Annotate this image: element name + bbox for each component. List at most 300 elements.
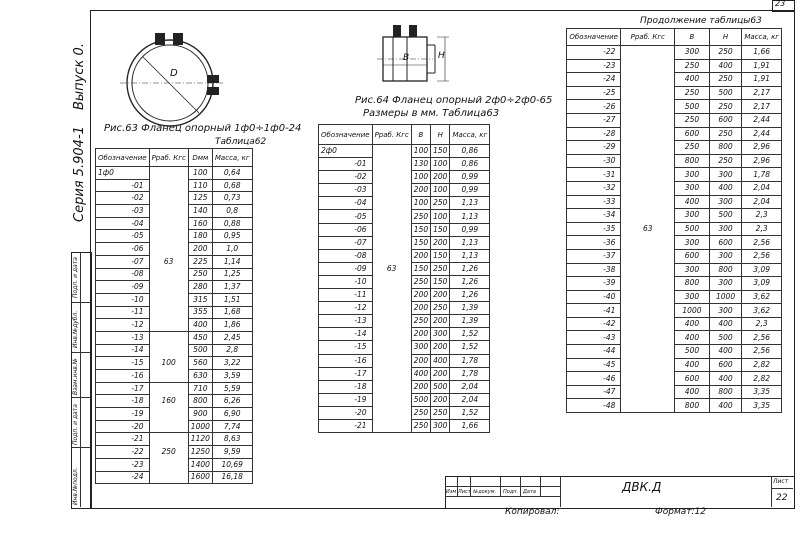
cell-des: -36 xyxy=(567,236,621,250)
table-row xyxy=(96,179,253,192)
cell-h: 400 xyxy=(709,317,741,331)
cell-mass: 9,59 xyxy=(212,446,252,459)
cell-d: 280 xyxy=(188,281,212,294)
cell-b: 250 xyxy=(411,210,430,223)
title-block-vline xyxy=(560,476,561,507)
table-row xyxy=(319,406,490,419)
table-row xyxy=(319,275,490,288)
col-pressure: Pраб. Кгс xyxy=(149,149,188,167)
cell-pressure xyxy=(621,345,675,359)
cell-des: -32 xyxy=(567,181,621,195)
cell-mass: 6,26 xyxy=(212,395,252,408)
cell-mass: 2,3 xyxy=(742,209,782,223)
cell-des: -06 xyxy=(319,223,373,236)
cell-b: 250 xyxy=(675,59,710,73)
cell-mass: 1,37 xyxy=(212,281,252,294)
cell-des: -47 xyxy=(567,385,621,399)
table-row xyxy=(96,331,253,344)
table-row xyxy=(567,181,782,195)
sheet-label: Лист xyxy=(773,478,789,485)
cell-pressure xyxy=(372,210,411,223)
cell-des: -04 xyxy=(319,197,373,210)
cell-des: -13 xyxy=(319,315,373,328)
cell-h: 200 xyxy=(431,315,450,328)
table-row xyxy=(96,243,253,256)
cell-des: -45 xyxy=(567,358,621,372)
stamp-col-sign: Подп. xyxy=(503,489,519,495)
table-row xyxy=(567,372,782,386)
title-block-hline xyxy=(445,496,560,497)
cell-mass: 1,78 xyxy=(450,354,490,367)
cell-mass: 0,88 xyxy=(212,217,252,230)
cell-d: 1120 xyxy=(188,433,212,446)
cell-mass: 0,95 xyxy=(212,230,252,243)
stamp-col-change: Изм xyxy=(446,489,457,495)
table-row xyxy=(96,217,253,230)
table-row xyxy=(567,59,782,73)
table63-cont-title: Продолжение таблицы63 xyxy=(640,16,762,26)
cell-pressure xyxy=(621,141,675,155)
cell-pressure xyxy=(621,263,675,277)
cell-b: 150 xyxy=(411,262,430,275)
table-row xyxy=(567,168,782,182)
cell-d: 1000 xyxy=(188,420,212,433)
cell-h: 400 xyxy=(709,372,741,386)
cell-pressure xyxy=(149,420,188,433)
cell-mass: 2,96 xyxy=(742,141,782,155)
cell-des: -39 xyxy=(567,277,621,291)
flange-rect-drawing xyxy=(375,15,465,100)
cell-des: -07 xyxy=(96,255,150,268)
cell-mass: 1,26 xyxy=(450,289,490,302)
pressure-group-160: 160 xyxy=(149,395,188,408)
cell-pressure xyxy=(149,458,188,471)
cell-d: 900 xyxy=(188,408,212,421)
table-row xyxy=(319,341,490,354)
cell-pressure xyxy=(621,372,675,386)
cell-b: 200 xyxy=(411,249,430,262)
cell-mass: 1,39 xyxy=(450,302,490,315)
series-label: Серия 5.904-1 xyxy=(72,126,87,222)
cell-mass: 3,62 xyxy=(742,304,782,318)
table-row xyxy=(96,446,253,459)
table-row xyxy=(96,306,253,319)
cell-h: 150 xyxy=(431,223,450,236)
table-row xyxy=(319,184,490,197)
cell-pressure xyxy=(621,59,675,73)
cell-h: 200 xyxy=(431,289,450,302)
cell-pressure xyxy=(372,171,411,184)
cell-d: 125 xyxy=(188,192,212,205)
cell-h: 800 xyxy=(709,141,741,155)
stamp-col-sheet: Лист xyxy=(458,489,471,495)
cell-pressure xyxy=(621,195,675,209)
cell-des: -33 xyxy=(567,195,621,209)
cell-des: -28 xyxy=(567,127,621,141)
cell-des: -01 xyxy=(96,179,150,192)
cell-des: -46 xyxy=(567,372,621,386)
cell-pressure xyxy=(372,367,411,380)
cell-b: 800 xyxy=(675,399,710,413)
cell-mass: 2,44 xyxy=(742,113,782,127)
cell-mass: 0,99 xyxy=(450,223,490,236)
cell-mass: 2,56 xyxy=(742,345,782,359)
cell-h: 500 xyxy=(709,331,741,345)
cell-pressure xyxy=(621,385,675,399)
cell-des: -09 xyxy=(319,262,373,275)
cell-h: 400 xyxy=(709,345,741,359)
table-row xyxy=(319,236,490,249)
cell-b: 600 xyxy=(675,249,710,263)
cell-d: 1600 xyxy=(188,471,212,484)
cell-pressure xyxy=(372,145,411,158)
cell-des: -02 xyxy=(96,192,150,205)
table-row xyxy=(319,393,490,406)
cell-pressure xyxy=(621,86,675,100)
cell-des: -24 xyxy=(567,73,621,87)
cell-pressure xyxy=(149,230,188,243)
table-row xyxy=(567,236,782,250)
cell-mass: 1,13 xyxy=(450,236,490,249)
cell-d: 315 xyxy=(188,293,212,306)
cell-des: -18 xyxy=(96,395,150,408)
cell-mass: 1,78 xyxy=(450,367,490,380)
cell-des: -31 xyxy=(567,168,621,182)
left-strip-label-4: Инв.№дубл. xyxy=(72,310,79,348)
cell-pressure xyxy=(621,113,675,127)
table-row xyxy=(319,145,490,158)
cell-des: -15 xyxy=(319,341,373,354)
cell-pressure xyxy=(149,344,188,357)
table-row xyxy=(96,255,253,268)
cell-h: 250 xyxy=(431,197,450,210)
cell-des: -21 xyxy=(96,433,150,446)
cell-h: 150 xyxy=(431,275,450,288)
cell-des: -44 xyxy=(567,345,621,359)
cell-d: 630 xyxy=(188,370,212,383)
cell-des: -22 xyxy=(96,446,150,459)
title-block-vline xyxy=(500,476,501,496)
cell-mass: 10,69 xyxy=(212,458,252,471)
cell-h: 300 xyxy=(431,419,450,432)
cell-b: 300 xyxy=(675,46,710,60)
table-row xyxy=(567,141,782,155)
cell-h: 250 xyxy=(709,46,741,60)
cell-b: 300 xyxy=(675,181,710,195)
cell-b: 250 xyxy=(411,406,430,419)
cell-pressure xyxy=(621,154,675,168)
cell-mass: 2,82 xyxy=(742,358,782,372)
cell-b: 300 xyxy=(675,236,710,250)
cell-b: 250 xyxy=(675,141,710,155)
table-row xyxy=(319,289,490,302)
cell-mass: 1,66 xyxy=(742,46,782,60)
cell-pressure xyxy=(372,158,411,171)
cell-mass: 2,04 xyxy=(450,380,490,393)
cell-mass: 1,0 xyxy=(212,243,252,256)
col-mass: Масса, кг xyxy=(742,29,782,46)
cell-pressure xyxy=(372,354,411,367)
cell-b: 150 xyxy=(411,223,430,236)
table63 xyxy=(318,124,490,433)
sheet-number-top: 23 xyxy=(775,0,786,8)
table-row xyxy=(96,382,253,395)
cell-h: 150 xyxy=(431,145,450,158)
cell-des: -40 xyxy=(567,290,621,304)
cell-pressure xyxy=(149,319,188,332)
table-row xyxy=(96,357,253,370)
cell-pressure xyxy=(372,197,411,210)
cell-d: 200 xyxy=(188,243,212,256)
cell-h: 250 xyxy=(431,302,450,315)
cell-des: -43 xyxy=(567,331,621,345)
cell-pressure xyxy=(621,168,675,182)
fig63-caption: Рис.63 Фланец опорный 1ф0÷1ф0-24 xyxy=(104,123,302,134)
fig64-dim-h: Н xyxy=(438,51,445,61)
cell-b: 600 xyxy=(675,127,710,141)
table-row xyxy=(567,100,782,114)
cell-h: 200 xyxy=(431,367,450,380)
cell-mass: 1,91 xyxy=(742,73,782,87)
table-row xyxy=(567,86,782,100)
col-h: Н xyxy=(709,29,741,46)
cell-h: 250 xyxy=(709,100,741,114)
cell-b: 300 xyxy=(675,168,710,182)
cell-h: 300 xyxy=(709,277,741,291)
cell-d: 1250 xyxy=(188,446,212,459)
cell-des: -20 xyxy=(319,406,373,419)
col-b: В xyxy=(411,125,430,145)
col-h: Н xyxy=(431,125,450,145)
cell-b: 100 xyxy=(411,145,430,158)
cell-des: -25 xyxy=(567,86,621,100)
cell-mass: 0,86 xyxy=(450,145,490,158)
cell-mass: 0,8 xyxy=(212,205,252,218)
left-strip-label-2: Подп. и дата xyxy=(72,404,79,445)
table-row xyxy=(567,127,782,141)
cell-des: -14 xyxy=(319,328,373,341)
cell-d: 450 xyxy=(188,331,212,344)
cell-mass: 2,17 xyxy=(742,86,782,100)
cell-h: 200 xyxy=(431,236,450,249)
table-row xyxy=(96,408,253,421)
pressure-group-63: 63 xyxy=(149,255,188,268)
table-row xyxy=(96,268,253,281)
cell-d: 180 xyxy=(188,230,212,243)
title-block-vline xyxy=(771,476,772,507)
cell-b: 250 xyxy=(675,113,710,127)
cell-h: 250 xyxy=(709,73,741,87)
cell-h: 250 xyxy=(709,127,741,141)
cell-pressure xyxy=(621,249,675,263)
cell-pressure xyxy=(621,290,675,304)
cell-h: 250 xyxy=(709,154,741,168)
cell-b: 800 xyxy=(675,277,710,291)
cell-des: -17 xyxy=(319,367,373,380)
cell-h: 400 xyxy=(431,354,450,367)
cell-mass: 2,45 xyxy=(212,331,252,344)
table-row xyxy=(319,210,490,223)
cell-b: 200 xyxy=(411,184,430,197)
cell-pressure xyxy=(621,236,675,250)
cell-pressure xyxy=(621,209,675,223)
table-row xyxy=(567,385,782,399)
cell-des: -30 xyxy=(567,154,621,168)
cell-des: -18 xyxy=(319,380,373,393)
cell-pressure xyxy=(372,328,411,341)
col-designation: Обозначение xyxy=(567,29,621,46)
cell-b: 400 xyxy=(675,358,710,372)
cell-des: -42 xyxy=(567,317,621,331)
cell-b: 130 xyxy=(411,158,430,171)
cell-des: -08 xyxy=(319,249,373,262)
cell-des: -01 xyxy=(319,158,373,171)
table-row xyxy=(96,395,253,408)
cell-mass: 2,3 xyxy=(742,222,782,236)
cell-des: -20 xyxy=(96,420,150,433)
table-row xyxy=(319,197,490,210)
cell-d: 500 xyxy=(188,344,212,357)
cell-mass: 2,56 xyxy=(742,236,782,250)
cell-mass: 2,17 xyxy=(742,100,782,114)
cell-des: -12 xyxy=(96,319,150,332)
cell-des: -09 xyxy=(96,281,150,294)
cell-h: 1000 xyxy=(709,290,741,304)
table-row xyxy=(567,263,782,277)
cell-b: 300 xyxy=(675,290,710,304)
cell-pressure xyxy=(372,184,411,197)
cell-pressure xyxy=(621,100,675,114)
cell-h: 400 xyxy=(709,181,741,195)
table-row xyxy=(319,419,490,432)
cell-pressure xyxy=(149,331,188,344)
cell-h: 300 xyxy=(709,168,741,182)
pressure-group-100: 100 xyxy=(149,357,188,370)
col-pressure: Pраб. Кгс xyxy=(372,125,411,145)
table-row xyxy=(319,249,490,262)
cell-pressure xyxy=(149,167,188,180)
cell-mass: 1,51 xyxy=(212,293,252,306)
cell-pressure xyxy=(621,304,675,318)
cell-mass: 1,52 xyxy=(450,406,490,419)
cell-mass: 2,56 xyxy=(742,331,782,345)
table-row xyxy=(567,345,782,359)
cell-mass: 2,04 xyxy=(742,195,782,209)
cell-h: 500 xyxy=(709,209,741,223)
cell-des: -23 xyxy=(567,59,621,73)
col-d: Dмм xyxy=(188,149,212,167)
cell-pressure xyxy=(149,382,188,395)
cell-b: 500 xyxy=(675,100,710,114)
cell-des: -34 xyxy=(567,209,621,223)
cell-des: -26 xyxy=(567,100,621,114)
cell-mass: 1,14 xyxy=(212,255,252,268)
cell-des: -03 xyxy=(96,205,150,218)
cell-des: -08 xyxy=(96,268,150,281)
cell-mass: 8,63 xyxy=(212,433,252,446)
flange-ring-drawing xyxy=(115,25,225,135)
cell-mass: 0,99 xyxy=(450,171,490,184)
title-block-vline xyxy=(520,476,521,496)
col-mass: Масса, кг xyxy=(450,125,490,145)
format-label: Формат:12 xyxy=(655,507,706,517)
cell-b: 200 xyxy=(411,302,430,315)
cell-des: 2ф0 xyxy=(319,145,373,158)
cell-d: 140 xyxy=(188,205,212,218)
cell-pressure xyxy=(149,217,188,230)
cell-d: 100 xyxy=(188,167,212,180)
cell-b: 400 xyxy=(675,195,710,209)
table-row xyxy=(96,370,253,383)
cell-des: -04 xyxy=(96,217,150,230)
cell-mass: 1,25 xyxy=(212,268,252,281)
table-row xyxy=(96,344,253,357)
table-row xyxy=(96,319,253,332)
cell-b: 250 xyxy=(675,86,710,100)
table-row xyxy=(567,290,782,304)
cell-pressure xyxy=(149,192,188,205)
cell-mass: 7,74 xyxy=(212,420,252,433)
cell-des: -19 xyxy=(319,393,373,406)
cell-pressure xyxy=(149,243,188,256)
issue-label: Выпуск 0. xyxy=(72,43,87,110)
cell-des: -21 xyxy=(319,419,373,432)
table-row xyxy=(567,317,782,331)
cell-mass: 1,66 xyxy=(450,419,490,432)
table-row xyxy=(567,222,782,236)
cell-h: 200 xyxy=(431,393,450,406)
cell-pressure xyxy=(149,179,188,192)
cell-pressure xyxy=(149,471,188,484)
pressure-group-250: 250 xyxy=(149,446,188,459)
cell-h: 200 xyxy=(431,341,450,354)
cell-b: 500 xyxy=(675,345,710,359)
cell-h: 300 xyxy=(709,195,741,209)
cell-h: 600 xyxy=(709,358,741,372)
col-designation: Обозначение xyxy=(96,149,150,167)
cell-des: -38 xyxy=(567,263,621,277)
stamp-col-date: Дата xyxy=(523,489,536,495)
cell-mass: 0,73 xyxy=(212,192,252,205)
cell-mass: 0,99 xyxy=(450,184,490,197)
cell-des: -10 xyxy=(319,275,373,288)
cell-b: 250 xyxy=(411,275,430,288)
cell-h: 600 xyxy=(709,113,741,127)
cell-b: 500 xyxy=(411,393,430,406)
cell-pressure xyxy=(621,181,675,195)
left-strip-label-3: Взам.инв.№ xyxy=(72,358,79,395)
cell-pressure xyxy=(372,315,411,328)
cell-pressure xyxy=(372,419,411,432)
cell-des: -23 xyxy=(96,458,150,471)
cell-des: -15 xyxy=(96,357,150,370)
cell-h: 250 xyxy=(431,262,450,275)
table-row xyxy=(319,367,490,380)
pressure-group-63: 63 xyxy=(372,262,411,275)
pressure-group-63: 63 xyxy=(621,222,675,236)
cell-h: 100 xyxy=(431,184,450,197)
copied-label: Копировал: xyxy=(505,507,560,517)
table-row xyxy=(567,46,782,60)
col-designation: Обозначение xyxy=(319,125,373,145)
cell-b: 200 xyxy=(411,354,430,367)
cell-pressure xyxy=(372,236,411,249)
cell-mass: 2,96 xyxy=(742,154,782,168)
table-row xyxy=(319,354,490,367)
table-row xyxy=(96,293,253,306)
cell-h: 400 xyxy=(709,399,741,413)
table-row xyxy=(567,154,782,168)
